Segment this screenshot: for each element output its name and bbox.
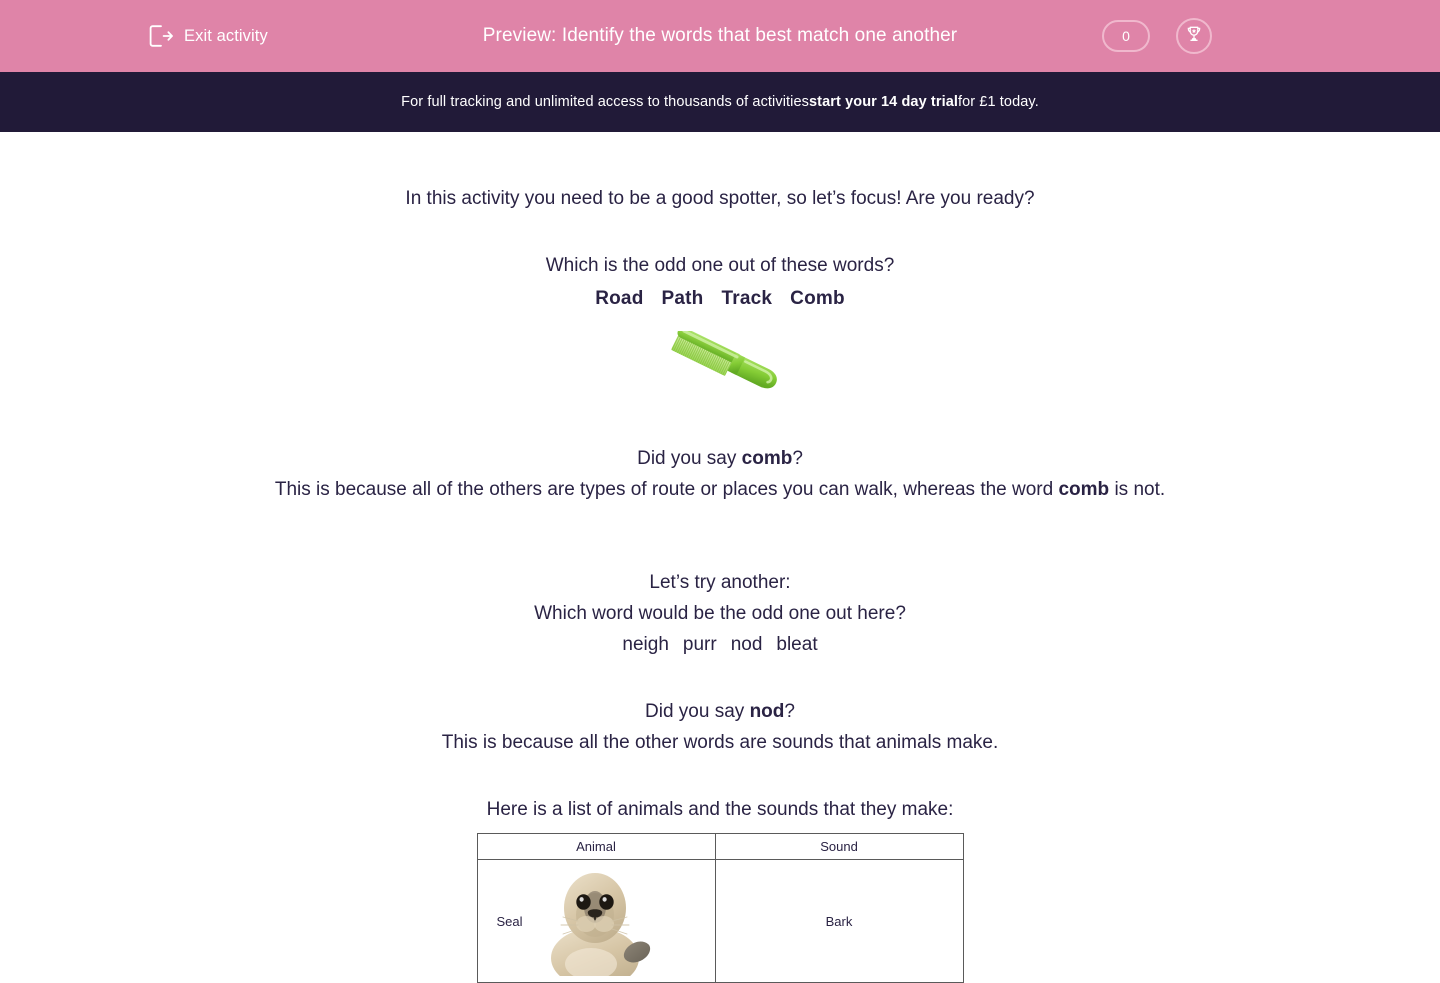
question-2-word: purr xyxy=(682,634,717,656)
explanation-bold: comb xyxy=(1058,479,1110,501)
activity-title: Preview: Identify the words that best match one another xyxy=(482,25,958,46)
table-cell-sound xyxy=(715,860,963,983)
comb-image-wrapper xyxy=(0,328,1440,426)
question-2-word: neigh xyxy=(622,634,669,656)
table-header-animal: Animal xyxy=(477,834,715,860)
seal-photo xyxy=(545,860,657,982)
green-comb-image xyxy=(658,331,782,423)
explanation-suffix: is not. xyxy=(1109,479,1166,501)
sound-value: Bark xyxy=(825,913,853,929)
question-2-lead: Let’s try another: xyxy=(649,571,791,593)
exit-activity-label: Exit activity xyxy=(184,26,268,45)
table-header-row xyxy=(477,834,963,860)
question-1-word: Road xyxy=(595,287,644,309)
question-2-word: nod xyxy=(730,634,763,656)
score-counter[interactable] xyxy=(1102,20,1150,52)
promo-suffix: for £1 today. xyxy=(958,94,1039,110)
question-1-answer-line xyxy=(0,444,1440,475)
answer-prefix: Did you say xyxy=(637,448,742,470)
question-1-explanation xyxy=(0,475,1440,506)
answer-prefix: Did you say xyxy=(645,701,750,723)
question-1-answer xyxy=(0,444,1440,506)
promo-prefix: For full tracking and unlimited access to thousands of activities xyxy=(401,94,810,110)
animal-sound-table xyxy=(477,833,964,983)
answer-word: nod xyxy=(749,701,785,723)
question-1-word: Comb xyxy=(790,287,845,309)
table-row xyxy=(477,860,963,983)
question-1-prompt: Which is the odd one out of these words? xyxy=(545,254,895,276)
trophy-button[interactable] xyxy=(1176,18,1212,54)
score-value: 0 xyxy=(1122,28,1130,44)
table-header-sound: Sound xyxy=(715,834,963,860)
question-1-block xyxy=(0,251,1440,506)
trial-promo-banner[interactable] xyxy=(0,72,1440,132)
activity-content xyxy=(0,132,1440,983)
question-2-prompt: Which word would be the odd one out here? xyxy=(534,602,906,624)
trophy-icon xyxy=(1184,24,1204,49)
table-cell-animal xyxy=(477,860,715,983)
answer-suffix: ? xyxy=(792,448,803,470)
promo-bold-link[interactable]: start your 14 day trial xyxy=(809,94,958,110)
question-2-words xyxy=(0,630,1440,661)
question-2-word: bleat xyxy=(776,634,818,656)
top-bar xyxy=(0,0,1440,72)
question-2-block xyxy=(0,568,1440,759)
intro-text: In this activity you need to be a good spotter, so let’s focus! Are you ready? xyxy=(405,188,1035,209)
question-2-explanation: This is because all the other words are sounds that animals make. xyxy=(441,731,999,753)
question-2-answer-line xyxy=(0,697,1440,728)
question-1-word: Path xyxy=(661,287,704,309)
animal-name: Seal xyxy=(496,913,523,929)
question-2-answer xyxy=(0,697,1440,759)
answer-word: comb xyxy=(741,448,793,470)
answer-suffix: ? xyxy=(784,701,795,723)
question-1-words xyxy=(0,284,1440,315)
table-intro-text: Here is a list of animals and the sounds that they make: xyxy=(486,798,954,820)
explanation-prefix: This is because all of the others are types of route or places you can walk, whereas the word xyxy=(274,479,1059,501)
topbar-actions xyxy=(1102,0,1212,72)
question-1-word: Track xyxy=(721,287,773,309)
